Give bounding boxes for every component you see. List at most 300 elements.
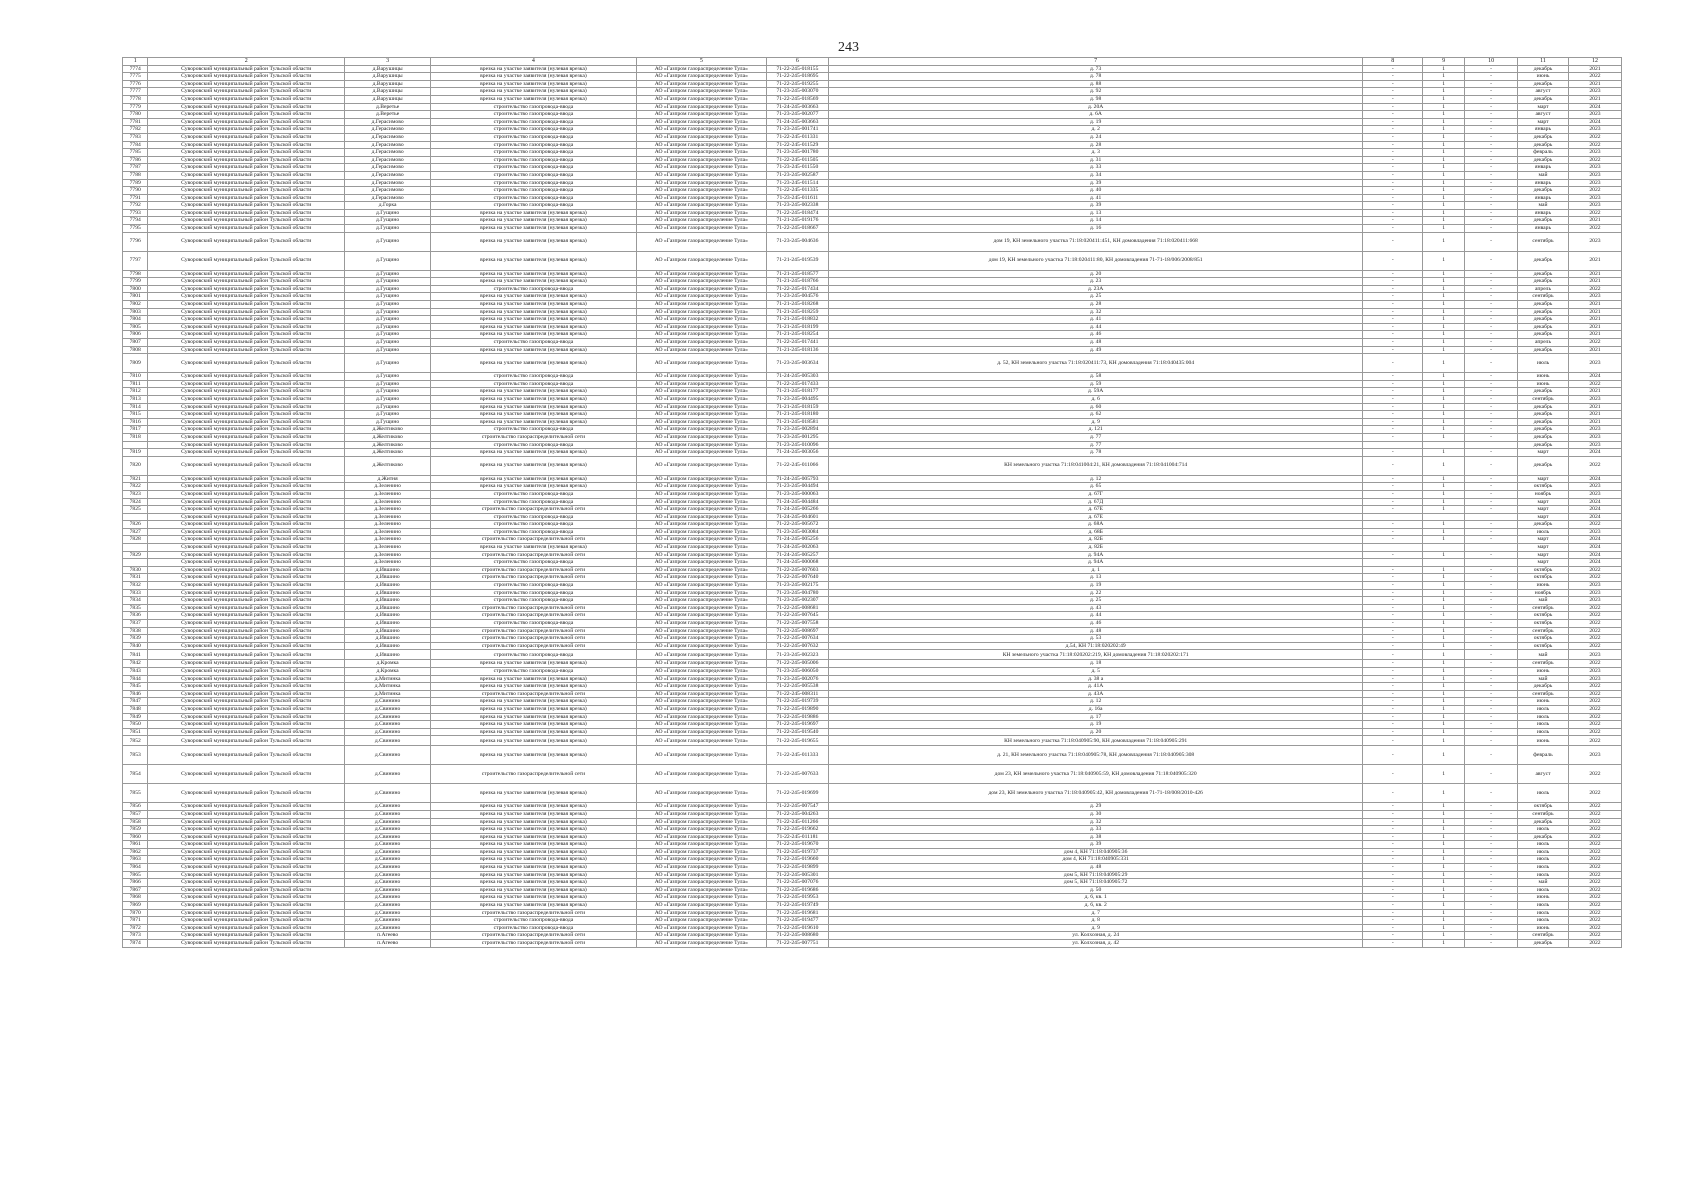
address-cell: д. 121: [828, 426, 1363, 434]
district-cell: Суворовский муниципальный район Тульской области: [148, 441, 345, 449]
year-cell: 2024: [1568, 551, 1621, 559]
work-type-cell: строительство газопровода-ввода: [431, 156, 636, 164]
settlement-cell: д.Зеленино: [345, 483, 431, 491]
col8-cell: -: [1363, 475, 1423, 483]
address-cell: КН земельного участка 71:18:040905:90, КН домовладения 71:18:040905:291: [828, 736, 1363, 746]
year-cell: 2022: [1568, 871, 1621, 879]
district-cell: Суворовский муниципальный район Тульской области: [148, 544, 345, 552]
work-type-cell: строительство газопровода-ввода: [431, 426, 636, 434]
work-type-cell: врезка на участке заявителя (нулевая врезка): [431, 660, 636, 668]
row-number: 7834: [123, 597, 148, 605]
organization-cell: АО «Газпром газораспределение Тула»: [636, 73, 766, 81]
work-type-cell: врезка на участке заявителя (нулевая врезка): [431, 456, 636, 475]
col8-cell: -: [1363, 171, 1423, 179]
district-cell: Суворовский муниципальный район Тульской области: [148, 426, 345, 434]
application-id-cell: 71-22-245-005538: [766, 683, 828, 691]
month-cell: март: [1518, 551, 1569, 559]
year-cell: 2024: [1568, 475, 1621, 483]
application-id-cell: 71-23-245-002338: [766, 202, 828, 210]
application-id-cell: 71-22-245-019662: [766, 826, 828, 834]
address-cell: д. 82Б: [828, 544, 1363, 552]
address-cell: д. 39: [828, 841, 1363, 849]
row-number: 7839: [123, 635, 148, 643]
month-cell: март: [1518, 449, 1569, 457]
address-cell: д. 58: [828, 373, 1363, 381]
count-cell: 1: [1423, 301, 1465, 309]
address-cell: д. 20А: [828, 103, 1363, 111]
settlement-cell: д.Гущино: [345, 373, 431, 381]
application-id-cell: 71-21-245-018832: [766, 316, 828, 324]
count-cell: 1: [1423, 642, 1465, 650]
year-cell: 2023: [1568, 597, 1621, 605]
month-cell: ноябрь: [1518, 490, 1569, 498]
work-type-cell: врезка на участке заявителя (нулевая врезка): [431, 308, 636, 316]
year-cell: 2024: [1568, 103, 1621, 111]
column-header: 5: [636, 58, 766, 66]
organization-cell: АО «Газпром газораспределение Тула»: [636, 395, 766, 403]
work-type-cell: врезка на участке заявителя (нулевая врезка): [431, 80, 636, 88]
work-type-cell: строительство газораспределительной сети: [431, 765, 636, 784]
address-cell: д. 6, кв. 2: [828, 902, 1363, 910]
district-cell: Суворовский муниципальный район Тульской области: [148, 566, 345, 574]
work-type-cell: строительство газопровода-ввода: [431, 650, 636, 660]
count-cell: 1: [1423, 612, 1465, 620]
col8-cell: -: [1363, 864, 1423, 872]
application-id-cell: 71-23-245-002587: [766, 171, 828, 179]
application-id-cell: 71-21-245-018177: [766, 388, 828, 396]
work-type-cell: врезка на участке заявителя (нулевая врезка): [431, 856, 636, 864]
address-cell: дом 5, КН 71:18:040905:29: [828, 871, 1363, 879]
settlement-cell: д.Свинино: [345, 705, 431, 713]
table-row: [123, 826, 1622, 834]
row-number: 7814: [123, 403, 148, 411]
count-cell: 1: [1423, 111, 1465, 119]
work-type-cell: строительство газораспределительной сети: [431, 690, 636, 698]
settlement-cell: д.Варушицы: [345, 95, 431, 103]
col8-cell: -: [1363, 187, 1423, 195]
organization-cell: АО «Газпром газораспределение Тула»: [636, 650, 766, 660]
address-cell: д. 33: [828, 164, 1363, 172]
organization-cell: АО «Газпром газораспределение Тула»: [636, 713, 766, 721]
district-cell: Суворовский муниципальный район Тульской области: [148, 841, 345, 849]
year-cell: 2021: [1568, 346, 1621, 354]
district-cell: Суворовский муниципальный район Тульской области: [148, 683, 345, 691]
application-id-cell: 71-22-245-007751: [766, 940, 828, 948]
column-header: 6: [766, 58, 828, 66]
col10-cell: -: [1465, 388, 1518, 396]
work-type-cell: строительство газопровода-ввода: [431, 559, 636, 567]
row-number: 7830: [123, 566, 148, 574]
year-cell: 2022: [1568, 627, 1621, 635]
work-type-cell: врезка на участке заявителя (нулевая врезка): [431, 418, 636, 426]
application-id-cell: 71-23-245-010096: [766, 441, 828, 449]
address-cell: д. 41А: [828, 683, 1363, 691]
row-number: [123, 559, 148, 567]
work-type-cell: строительство газопровода-ввода: [431, 133, 636, 141]
month-cell: декабрь: [1518, 308, 1569, 316]
address-cell: д. 6: [828, 395, 1363, 403]
count-cell: 1: [1423, 536, 1465, 544]
organization-cell: АО «Газпром газораспределение Тула»: [636, 909, 766, 917]
col10-cell: -: [1465, 940, 1518, 948]
row-number: 7823: [123, 490, 148, 498]
row-number: 7807: [123, 339, 148, 347]
row-number: 7837: [123, 620, 148, 628]
row-number: 7854: [123, 765, 148, 784]
month-cell: май: [1518, 879, 1569, 887]
year-cell: 2022: [1568, 932, 1621, 940]
organization-cell: АО «Газпром газораспределение Тула»: [636, 864, 766, 872]
table-row: [123, 690, 1622, 698]
col10-cell: [1465, 513, 1518, 521]
count-cell: 1: [1423, 818, 1465, 826]
col10-cell: -: [1465, 826, 1518, 834]
table-row: [123, 582, 1622, 590]
work-type-cell: строительство газораспределительной сети: [431, 932, 636, 940]
settlement-cell: д.Митинка: [345, 683, 431, 691]
row-number: 7809: [123, 354, 148, 373]
month-cell: январь: [1518, 209, 1569, 217]
col10-cell: -: [1465, 705, 1518, 713]
count-cell: 1: [1423, 316, 1465, 324]
col8-cell: -: [1363, 642, 1423, 650]
year-cell: 2022: [1568, 940, 1621, 948]
settlement-cell: д.Гущино: [345, 316, 431, 324]
col8-cell: -: [1363, 713, 1423, 721]
organization-cell: АО «Газпром газораспределение Тула»: [636, 559, 766, 567]
organization-cell: АО «Газпром газораспределение Тула»: [636, 705, 766, 713]
col8-cell: -: [1363, 103, 1423, 111]
col10-cell: -: [1465, 635, 1518, 643]
col8-cell: -: [1363, 784, 1423, 803]
table-row: [123, 411, 1622, 419]
district-cell: Суворовский муниципальный район Тульской области: [148, 88, 345, 96]
col10-cell: -: [1465, 864, 1518, 872]
district-cell: Суворовский муниципальный район Тульской области: [148, 513, 345, 521]
organization-cell: АО «Газпром газораспределение Тула»: [636, 301, 766, 309]
month-cell: декабрь: [1518, 683, 1569, 691]
settlement-cell: д.Гущино: [345, 308, 431, 316]
table-row: [123, 683, 1622, 691]
application-id-cell: 71-22-245-019655: [766, 736, 828, 746]
district-cell: Суворовский муниципальный район Тульской области: [148, 103, 345, 111]
table-row: [123, 395, 1622, 403]
month-cell: июнь: [1518, 582, 1569, 590]
address-cell: д. 34: [828, 171, 1363, 179]
work-type-cell: строительство газопровода-ввода: [431, 441, 636, 449]
row-number: 7864: [123, 864, 148, 872]
address-cell: д. 38: [828, 833, 1363, 841]
organization-cell: АО «Газпром газораспределение Тула»: [636, 411, 766, 419]
table-row: [123, 667, 1622, 675]
col10-cell: -: [1465, 698, 1518, 706]
settlement-cell: д.Свинино: [345, 698, 431, 706]
row-number: 7804: [123, 316, 148, 324]
table-row: [123, 765, 1622, 784]
district-cell: Суворовский муниципальный район Тульской области: [148, 141, 345, 149]
row-number: 7857: [123, 810, 148, 818]
col8-cell: -: [1363, 841, 1423, 849]
col10-cell: -: [1465, 426, 1518, 434]
table-row: [123, 513, 1622, 521]
district-cell: Суворовский муниципальный район Тульской области: [148, 879, 345, 887]
row-number: 7793: [123, 209, 148, 217]
table-row: [123, 635, 1622, 643]
row-number: 7790: [123, 187, 148, 195]
year-cell: 2021: [1568, 331, 1621, 339]
work-type-cell: врезка на участке заявителя (нулевая врезка): [431, 475, 636, 483]
count-cell: 1: [1423, 95, 1465, 103]
address-cell: д. 30: [828, 810, 1363, 818]
work-type-cell: строительство газопровода-ввода: [431, 164, 636, 172]
col10-cell: -: [1465, 932, 1518, 940]
address-cell: д. 25: [828, 293, 1363, 301]
month-cell: октябрь: [1518, 483, 1569, 491]
month-cell: январь: [1518, 194, 1569, 202]
settlement-cell: д.Свинино: [345, 728, 431, 736]
month-cell: декабрь: [1518, 301, 1569, 309]
district-cell: Суворовский муниципальный район Тульской области: [148, 902, 345, 910]
month-cell: декабрь: [1518, 156, 1569, 164]
col10-cell: -: [1465, 784, 1518, 803]
count-cell: 1: [1423, 209, 1465, 217]
column-header: 8: [1363, 58, 1423, 66]
count-cell: 1: [1423, 886, 1465, 894]
row-number: 7780: [123, 111, 148, 119]
work-type-cell: врезка на участке заявителя (нулевая врезка): [431, 65, 636, 73]
application-id-cell: 71-21-245-018581: [766, 418, 828, 426]
row-number: 7868: [123, 894, 148, 902]
settlement-cell: д.Герасимово: [345, 126, 431, 134]
table-row: [123, 698, 1622, 706]
count-cell: [1423, 544, 1465, 552]
col8-cell: -: [1363, 582, 1423, 590]
table-row: [123, 388, 1622, 396]
table-row: [123, 225, 1622, 233]
table-row: [123, 902, 1622, 910]
settlement-cell: д.Свинино: [345, 736, 431, 746]
count-cell: 1: [1423, 803, 1465, 811]
table-row: [123, 675, 1622, 683]
work-type-cell: строительство газопровода-ввода: [431, 118, 636, 126]
col10-cell: -: [1465, 118, 1518, 126]
table-row: [123, 278, 1622, 286]
col8-cell: -: [1363, 118, 1423, 126]
address-cell: д. 16: [828, 225, 1363, 233]
month-cell: июль: [1518, 713, 1569, 721]
settlement-cell: д.Зеленино: [345, 498, 431, 506]
application-id-cell: 71-22-245-007547: [766, 803, 828, 811]
row-number: 7799: [123, 278, 148, 286]
application-id-cell: 71-22-245-011266: [766, 818, 828, 826]
row-number: 7795: [123, 225, 148, 233]
col10-cell: -: [1465, 746, 1518, 765]
district-cell: Суворовский муниципальный район Тульской области: [148, 475, 345, 483]
count-cell: 1: [1423, 784, 1465, 803]
district-cell: Суворовский муниципальный район Тульской области: [148, 156, 345, 164]
district-cell: Суворовский муниципальный район Тульской области: [148, 604, 345, 612]
settlement-cell: д.Свинино: [345, 784, 431, 803]
table-row: [123, 536, 1622, 544]
settlement-cell: д.Герасимово: [345, 179, 431, 187]
district-cell: Суворовский муниципальный район Тульской области: [148, 270, 345, 278]
col8-cell: -: [1363, 736, 1423, 746]
year-cell: 2023: [1568, 232, 1621, 251]
organization-cell: АО «Газпром газораспределение Тула»: [636, 278, 766, 286]
col8-cell: [1363, 559, 1423, 567]
table-row: [123, 118, 1622, 126]
month-cell: декабрь: [1518, 187, 1569, 195]
col10-cell: -: [1465, 728, 1518, 736]
organization-cell: АО «Газпром газораспределение Тула»: [636, 536, 766, 544]
table-row: [123, 323, 1622, 331]
col8-cell: -: [1363, 149, 1423, 157]
application-id-cell: 71-23-245-003084: [766, 528, 828, 536]
application-id-cell: 71-23-245-002175: [766, 582, 828, 590]
month-cell: сентябрь: [1518, 660, 1569, 668]
application-id-cell: 71-24-245-004484: [766, 498, 828, 506]
table-row: [123, 293, 1622, 301]
organization-cell: АО «Газпром газораспределение Тула»: [636, 270, 766, 278]
settlement-cell: д.Гущино: [345, 411, 431, 419]
district-cell: Суворовский муниципальный район Тульской области: [148, 126, 345, 134]
row-number: 7779: [123, 103, 148, 111]
col8-cell: -: [1363, 536, 1423, 544]
work-type-cell: врезка на участке заявителя (нулевая врезка): [431, 395, 636, 403]
work-type-cell: врезка на участке заявителя (нулевая врезка): [431, 270, 636, 278]
settlement-cell: д.Гущино: [345, 251, 431, 270]
settlement-cell: д.Свинино: [345, 924, 431, 932]
col8-cell: -: [1363, 141, 1423, 149]
month-cell: октябрь: [1518, 612, 1569, 620]
col8-cell: -: [1363, 909, 1423, 917]
settlement-cell: д.Кромка: [345, 660, 431, 668]
organization-cell: АО «Газпром газораспределение Тула»: [636, 810, 766, 818]
year-cell: 2022: [1568, 784, 1621, 803]
row-number: 7871: [123, 917, 148, 925]
address-cell: д. 16а: [828, 705, 1363, 713]
year-cell: 2022: [1568, 818, 1621, 826]
count-cell: 1: [1423, 746, 1465, 765]
organization-cell: АО «Газпром газораспределение Тула»: [636, 111, 766, 119]
col8-cell: -: [1363, 95, 1423, 103]
district-cell: Суворовский муниципальный район Тульской области: [148, 635, 345, 643]
count-cell: 1: [1423, 179, 1465, 187]
row-number: 7810: [123, 373, 148, 381]
application-id-cell: 71-23-245-004494: [766, 483, 828, 491]
address-cell: д. 5: [828, 667, 1363, 675]
organization-cell: АО «Газпром газораспределение Тула»: [636, 483, 766, 491]
col8-cell: -: [1363, 566, 1423, 574]
year-cell: 2022: [1568, 690, 1621, 698]
address-cell: д. 77: [828, 441, 1363, 449]
application-id-cell: 71-22-245-008311: [766, 690, 828, 698]
year-cell: 2023: [1568, 171, 1621, 179]
settlement-cell: д.Герасимово: [345, 171, 431, 179]
application-id-cell: 71-22-245-007640: [766, 574, 828, 582]
col8-cell: -: [1363, 886, 1423, 894]
district-cell: Суворовский муниципальный район Тульской области: [148, 225, 345, 233]
month-cell: сентябрь: [1518, 810, 1569, 818]
table-row: [123, 917, 1622, 925]
settlement-cell: д.Свинино: [345, 848, 431, 856]
table-row: [123, 403, 1622, 411]
row-number: 7861: [123, 841, 148, 849]
organization-cell: АО «Газпром газораспределение Тула»: [636, 698, 766, 706]
organization-cell: АО «Газпром газораспределение Тула»: [636, 902, 766, 910]
application-id-cell: 71-21-245-018199: [766, 323, 828, 331]
col8-cell: -: [1363, 73, 1423, 81]
table-row: [123, 551, 1622, 559]
work-type-cell: строительство газопровода-ввода: [431, 339, 636, 347]
month-cell: декабрь: [1518, 346, 1569, 354]
table-row: [123, 627, 1622, 635]
col10-cell: -: [1465, 810, 1518, 818]
address-cell: д. 48: [828, 864, 1363, 872]
col8-cell: -: [1363, 856, 1423, 864]
table-row: [123, 650, 1622, 660]
month-cell: март: [1518, 475, 1569, 483]
row-number: 7840: [123, 642, 148, 650]
organization-cell: АО «Газпром газораспределение Тула»: [636, 426, 766, 434]
settlement-cell: д.Свинино: [345, 765, 431, 784]
count-cell: 1: [1423, 331, 1465, 339]
row-number: 7853: [123, 746, 148, 765]
row-number: 7800: [123, 285, 148, 293]
col10-cell: -: [1465, 483, 1518, 491]
year-cell: 2024: [1568, 373, 1621, 381]
settlement-cell: д.Герасимово: [345, 118, 431, 126]
count-cell: 1: [1423, 88, 1465, 96]
year-cell: 2023: [1568, 746, 1621, 765]
table-row: [123, 642, 1622, 650]
col10-cell: -: [1465, 642, 1518, 650]
year-cell: 2022: [1568, 141, 1621, 149]
organization-cell: АО «Газпром газораспределение Тула»: [636, 339, 766, 347]
table-row: [123, 270, 1622, 278]
col10-cell: -: [1465, 346, 1518, 354]
year-cell: 2021: [1568, 411, 1621, 419]
count-cell: 1: [1423, 483, 1465, 491]
district-cell: Суворовский муниципальный район Тульской области: [148, 149, 345, 157]
settlement-cell: д.Ившино: [345, 566, 431, 574]
col8-cell: -: [1363, 803, 1423, 811]
year-cell: 2022: [1568, 803, 1621, 811]
count-cell: 1: [1423, 856, 1465, 864]
month-cell: июль: [1518, 728, 1569, 736]
year-cell: 2024: [1568, 506, 1621, 514]
table-row: [123, 713, 1622, 721]
work-type-cell: врезка на участке заявителя (нулевая врезка): [431, 73, 636, 81]
work-type-cell: врезка на участке заявителя (нулевая врезка): [431, 209, 636, 217]
application-id-cell: 71-24-245-003663: [766, 118, 828, 126]
settlement-cell: д.Веретье: [345, 111, 431, 119]
work-type-cell: строительство газопровода-ввода: [431, 490, 636, 498]
organization-cell: АО «Газпром газораспределение Тула»: [636, 95, 766, 103]
work-type-cell: врезка на участке заявителя (нулевая врезка): [431, 871, 636, 879]
district-cell: Суворовский муниципальный район Тульской области: [148, 574, 345, 582]
table-row: [123, 932, 1622, 940]
district-cell: Суворовский муниципальный район Тульской области: [148, 833, 345, 841]
work-type-cell: врезка на участке заявителя (нулевая врезка): [431, 403, 636, 411]
settlement-cell: д.Гущино: [345, 209, 431, 217]
month-cell: сентябрь: [1518, 690, 1569, 698]
settlement-cell: д.Гущино: [345, 339, 431, 347]
count-cell: 1: [1423, 411, 1465, 419]
work-type-cell: строительство газопровода-ввода: [431, 373, 636, 381]
district-cell: Суворовский муниципальный район Тульской области: [148, 179, 345, 187]
year-cell: 2023: [1568, 354, 1621, 373]
